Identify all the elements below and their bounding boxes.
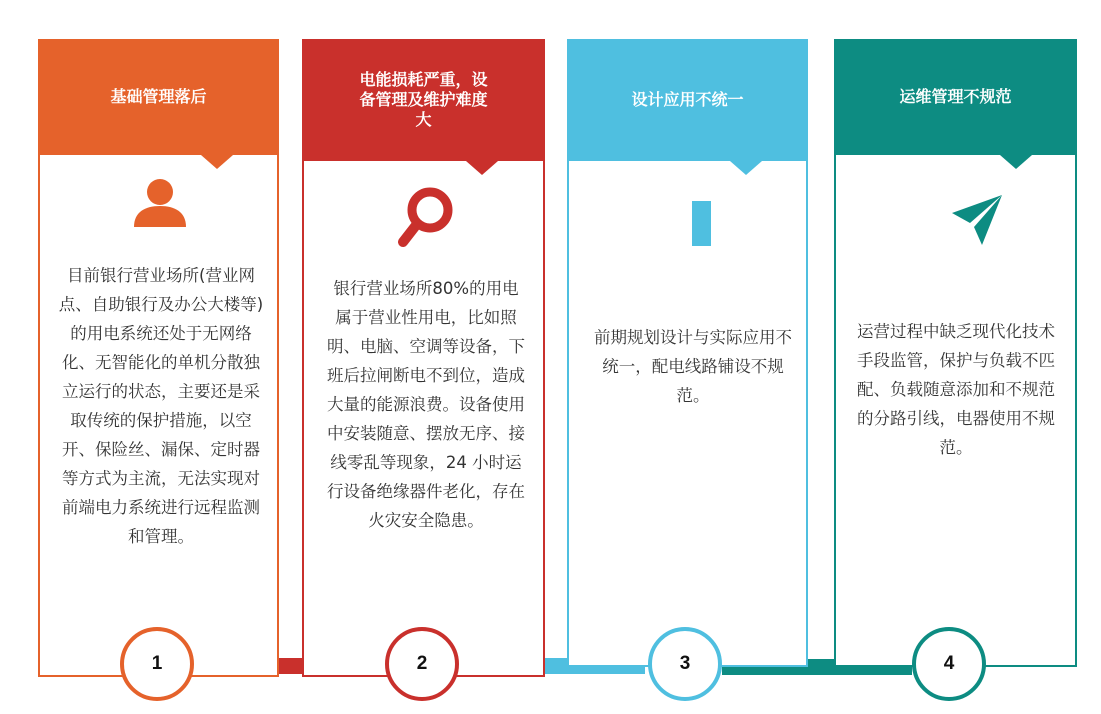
card-header (302, 39, 545, 161)
user-icon (132, 179, 188, 231)
card-body: 运营过程中缺乏现代化技术手段监管，保护与负载不匹配、负载随意添加和不规范的分路引线，电器使用不规范。 (857, 322, 1055, 457)
card-header (38, 39, 279, 155)
step-number-1: 1 (120, 627, 194, 701)
header-pointer (201, 155, 233, 169)
card-maintenance-irregular (834, 39, 1077, 667)
card-body: 银行营业场所80%的用电属于营业性用电，比如照明、电脑、空调等设备，下班后拉闸断电不到位，造成大量的能源浪费。设备使用中安装随意、摆放无序、接线零乱等现象，24 小时运行设备绝缘器件老化，存在火灾安全隐患。 (327, 279, 525, 530)
connector-bar-red (279, 658, 303, 674)
step-number-3: 3 (648, 627, 722, 701)
card-body: 目前银行营业场所(营业网点、自助银行及办公大楼等)的用电系统还处于无网络化、无智能化的单机分散独立运行的状态，主要还是采取传统的保护措施，以空开、保险丝、漏保、定时器等方式为主流，无法实现对前端电力系统进行远程监测和管理。 (58, 266, 264, 546)
card-header (567, 39, 808, 161)
card-title: 设计应用不统一 (631, 90, 744, 109)
card-energy-loss (302, 39, 545, 677)
header-pointer (466, 161, 498, 175)
card-title: 电能损耗严重，设备管理及维护难度大 (359, 70, 488, 129)
card-title: 运维管理不规范 (899, 87, 1012, 106)
card-header (834, 39, 1077, 155)
paper-plane-icon (950, 193, 1004, 251)
search-icon (398, 186, 454, 252)
step-number-4: 4 (912, 627, 986, 701)
header-pointer (730, 161, 762, 175)
header-pointer (1000, 155, 1032, 169)
card-basic-management (38, 39, 279, 677)
mobile-icon (691, 201, 713, 251)
card-title: 基础管理落后 (110, 87, 207, 106)
card-design-inconsistent (567, 39, 808, 667)
card-body: 前期规划设计与实际应用不统一，配电线路铺设不规范。 (594, 328, 792, 405)
step-number-2: 2 (385, 627, 459, 701)
